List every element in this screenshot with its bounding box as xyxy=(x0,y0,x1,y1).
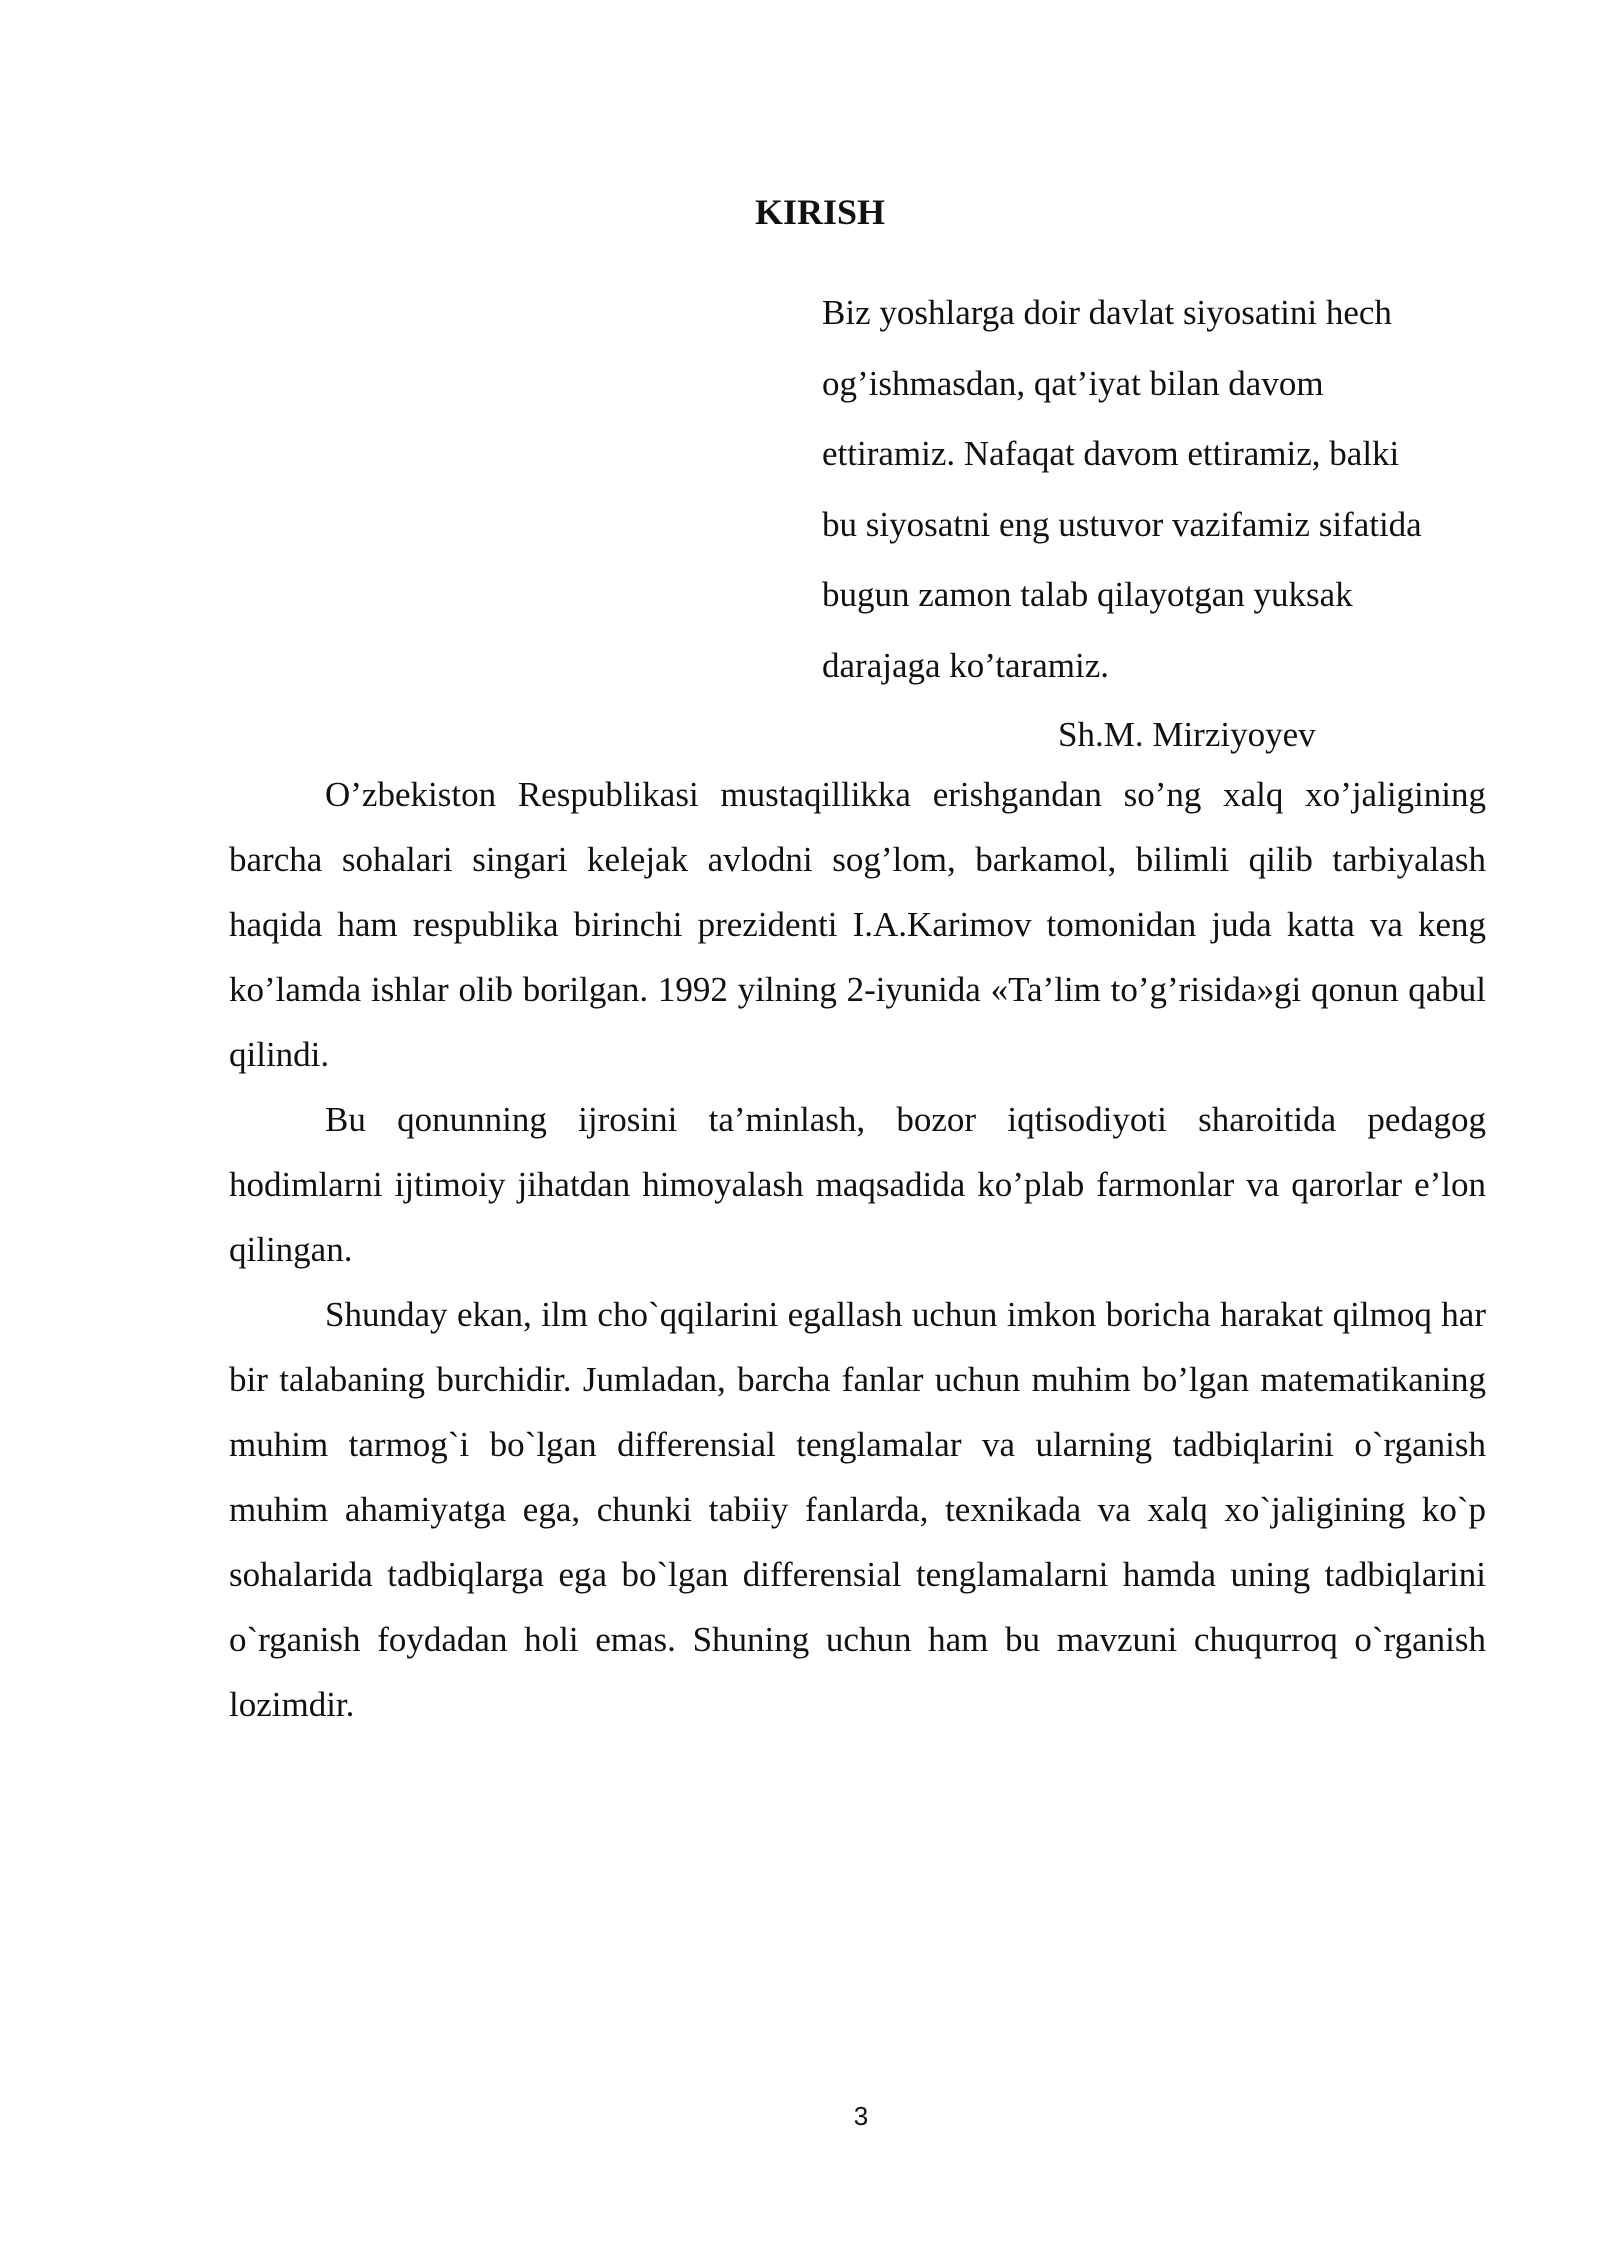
epigraph-line: Biz yoshlarga doir davlat siyosatini hech xyxy=(822,293,1392,332)
paragraph: O’zbekiston Respublikasi mustaqillikka erishgandan so’ng xalq xo’jaligining barcha sohalari singari kelejak avlodni sog’lom, barkamol, bilimli qilib tarbiyalash haqida ham respublika birinchi prezidenti I.A.Karimov tomonidan juda katta va keng ko’lamda ishlar olib borilgan. 1992 yilning 2-iyunida «Ta’lim to’g’risida»gi qonun qabul qilindi. xyxy=(229,775,1486,1074)
paragraph: Bu qonunning ijrosini ta’minlash, bozor iqtisodiyoti sharoitida pedagog hodimlarni ijtimoiy jihatdan himoyalash maqsadida ko’plab farmonlar va qarorlar e’lon qilingan. xyxy=(229,1100,1486,1269)
epigraph-line: bu siyosatni eng ustuvor vazifamiz sifatida xyxy=(822,504,1422,544)
epigraph-line: bugun zamon talab qilayotgan yuksak xyxy=(822,575,1353,614)
epigraph-line: og’ishmasdan, qat’iyat bilan davom xyxy=(822,363,1324,403)
epigraph-author: Sh.M. Mirziyoyev xyxy=(1058,715,1316,754)
page-title: KIRISH xyxy=(754,192,886,232)
epigraph-line: darajaga ko’taramiz. xyxy=(822,645,1109,685)
epigraph-quote xyxy=(822,278,1482,701)
paragraph: Shunday ekan, ilm cho`qqilarini egallash uchun imkon boricha harakat qilmoq har bir talabaning burchidir. Jumladan, barcha fanlar uchun muhim bo’lgan matematikaning muhim tarmog`i bo`lgan differensial tenglamalar va ularning tadbiqlarini o`rganish muhim ahamiyatga ega, chunki tabiiy fanlarda, texnikada va xalq xo`jaligining ko`p sohalarida tadbiqlarga ega bo`lgan differensial tenglamalarni hamda uning tadbiqlarini o`rganish foydadan holi emas. Shuning uchun ham bu mavzuni chuqurroq o`rganish lozimdir. xyxy=(229,1295,1486,1724)
body-text xyxy=(229,762,1486,1737)
epigraph-line: ettiramiz. Nafaqat davom ettiramiz, balki xyxy=(822,434,1400,473)
page-number: 3 xyxy=(853,2101,869,2131)
